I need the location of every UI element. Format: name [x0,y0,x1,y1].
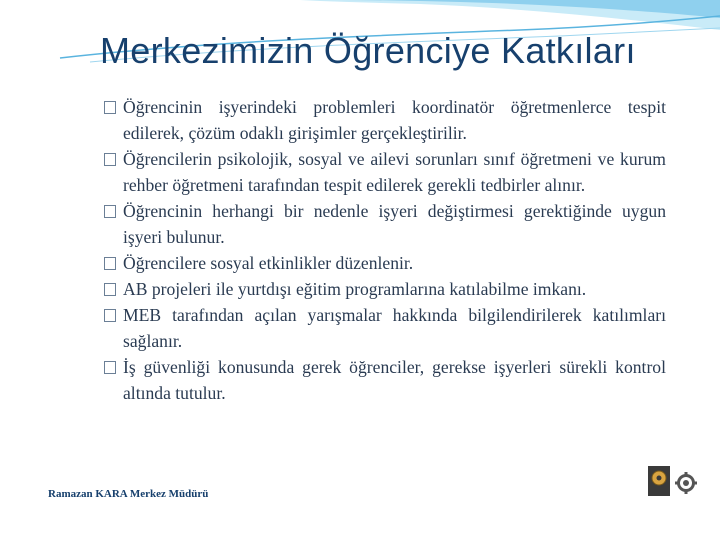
bullet-item [104,146,666,198]
bullet-item [104,198,666,250]
bullet-text: İş güvenliği konusunda gerek öğrenciler, gerekse işyerleri sürekli kontrol altında tutulur. [123,357,666,403]
bullet-text: Öğrencilere sosyal etkinlikler düzenlenir. [123,253,414,273]
missing-glyph-box-icon [104,257,116,270]
bullet-text: Öğrencinin işyerindeki problemleri koordinatör öğretmenlerce tespit edilerek, çözüm odaklı girişimler gerçekleştirilir. [123,97,666,143]
bullet-text: AB projeleri ile yurtdışı eğitim programlarına katılabilme imkanı. [123,279,587,299]
bullet-item [104,354,666,406]
missing-glyph-box-icon [104,283,116,296]
bullet-item [104,302,666,354]
bullet-text: Öğrencinin herhangi bir nedenle işyeri değiştirmesi gerektiğinde uygun işyeri bulunur. [123,201,666,247]
slide-title: Merkezimizin Öğrenciye Katkıları [100,30,636,71]
bullet-text: Öğrencilerin psikolojik, sosyal ve ailevi sorunları sınıf öğretmeni ve kurum rehber öğretmeni tarafından tespit edilerek gerekli tedbirler alınır. [123,149,666,195]
missing-glyph-box-icon [104,153,116,166]
footer-author: Ramazan KARA Merkez Müdürü [48,488,209,500]
gears-logo-icon [648,466,698,496]
missing-glyph-box-icon [104,361,116,374]
missing-glyph-box-icon [104,205,116,218]
missing-glyph-box-icon [104,309,116,322]
bullet-item [104,250,666,276]
bullet-text: MEB tarafından açılan yarışmalar hakkında bilgilendirilerek katılımları sağlanır. [123,305,666,351]
bullet-list [104,94,666,406]
bullet-item [104,94,666,146]
missing-glyph-box-icon [104,101,116,114]
bullet-item [104,276,666,302]
